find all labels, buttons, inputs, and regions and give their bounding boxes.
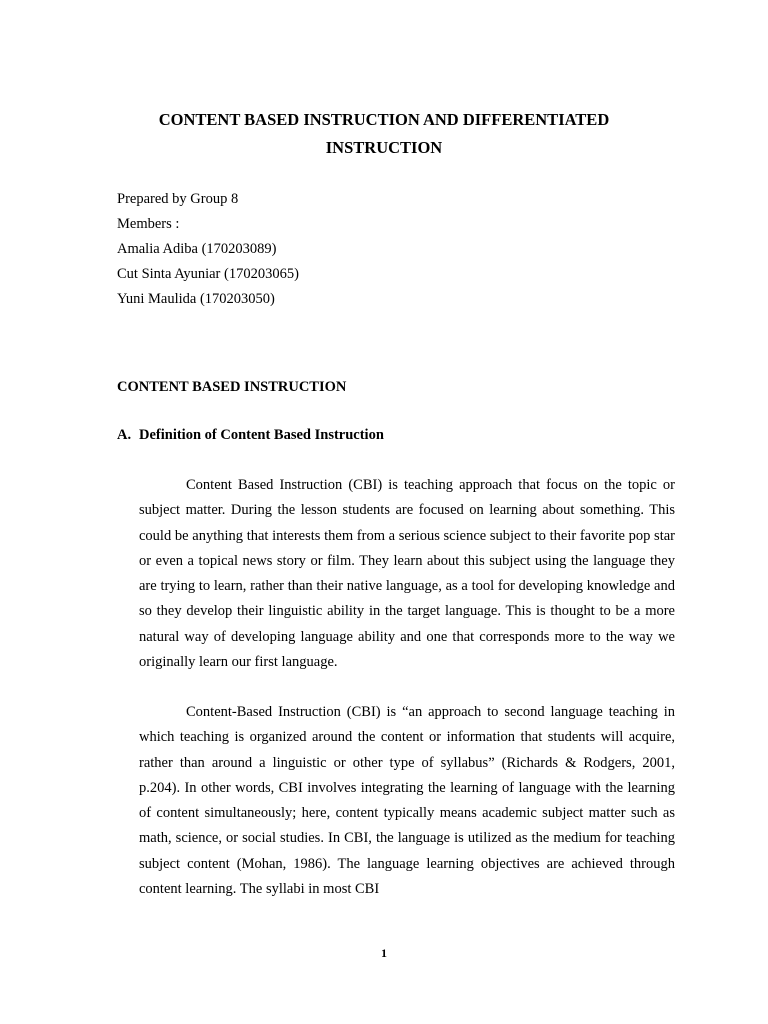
member-line: Cut Sinta Ayuniar (170203065): [117, 266, 299, 282]
prepared-by-line: Prepared by Group 8: [117, 191, 239, 207]
subsection-marker: A.: [117, 427, 132, 443]
body-paragraph: Content-Based Instruction (CBI) is “an approach to second language teaching in which teaching is organized around the content or information that students will acquire, rather than around a linguistic or other type of syllabus” (Richards & Rodgers, 2001, p.204). In other words, CBI involves integrating the learning of language with the learning of content simultaneously; here, content typically means academic subject matter such as math, science, or social studies. In CBI, the language is utilized as the medium for teaching subject content (Mohan, 1986). The language learning objectives are achieved through content learning. The syllabi in most CBI: [139, 704, 675, 898]
members-label: Members :: [117, 216, 180, 232]
page-number: 1: [381, 946, 387, 960]
section-heading: CONTENT BASED INSTRUCTION: [117, 379, 347, 395]
subsection-heading: [117, 423, 384, 448]
subsection-title: Definition of Content Based Instruction: [139, 427, 384, 443]
body-paragraph: Content Based Instruction (CBI) is teaching approach that focus on the topic or subject matter. During the lesson students are focused on learning about something. This could be anything that interests them from a serious science subject to their favorite pop star or even a topical news story or film. They learn about this subject using the language they are trying to learn, rather than their native language, as a tool for developing knowledge and so they develop their linguistic ability in the target language. This is thought to be a more natural way of developing language ability and one that corresponds more to the way we originally learn our first language.: [139, 477, 675, 671]
member-line: Amalia Adiba (170203089): [117, 241, 277, 257]
document-title: CONTENT BASED INSTRUCTION AND DIFFERENTIATED INSTRUCTION: [158, 110, 610, 157]
member-line: Yuni Maulida (170203050): [117, 291, 275, 307]
group-info: [117, 187, 299, 312]
